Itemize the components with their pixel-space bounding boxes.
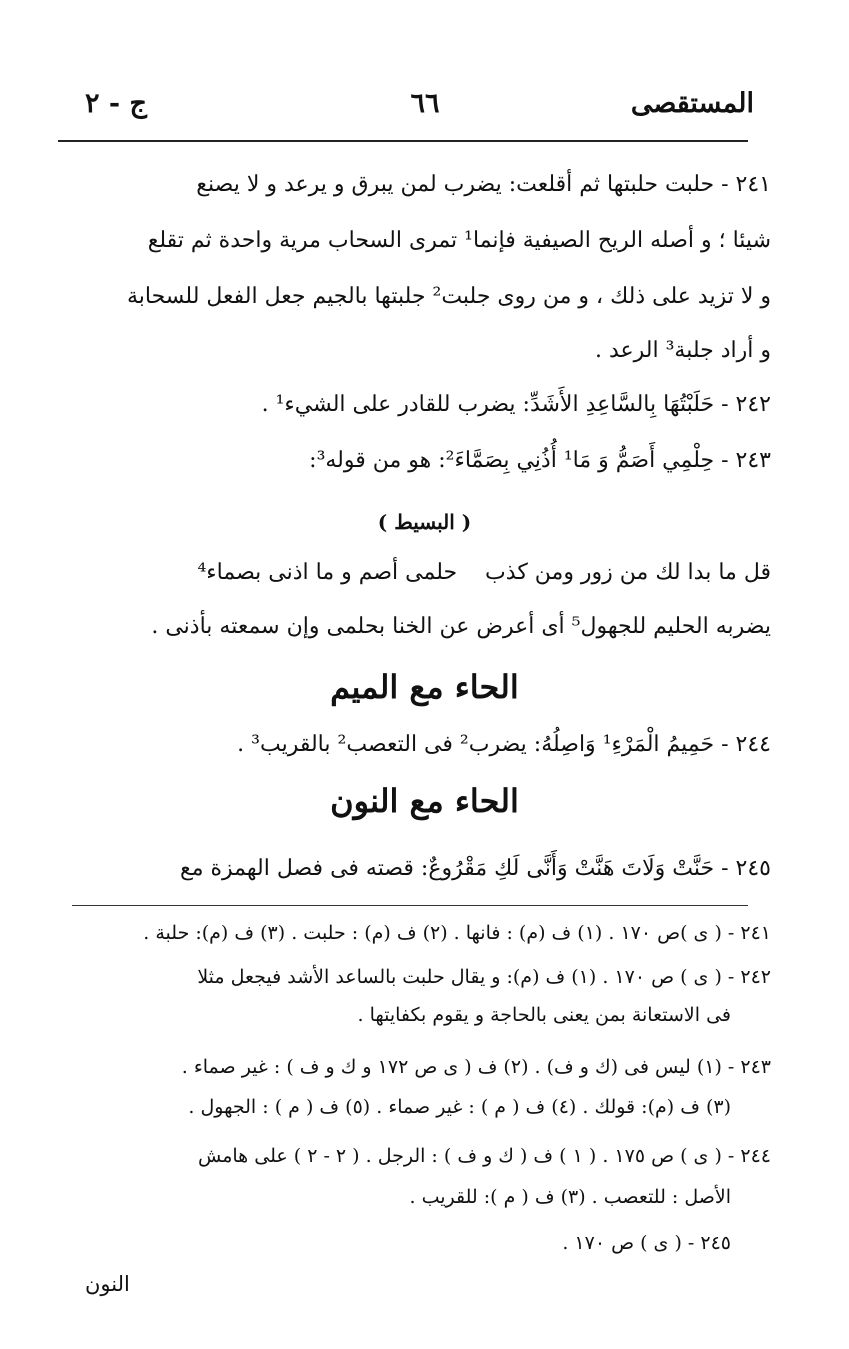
running-title: المستقصى [630,88,754,119]
proverb-243: ٢٤٣ - حِلْمِي أَصَمُّ وَ مَا¹ أُذُنِي بِصَمَّاءَ²: هو من قوله³: [309,448,771,473]
page-number: ٦٦ [410,88,440,119]
footnote-244-line-1: ٢٤٤ - ( ى ) ص ١٧٥ . ( ١ ) ف ( ك و ف ) : الرجل . ( ٢ - ٢ ) على هامش [197,1145,771,1167]
proverb-245: ٢٤٥ - حَنَّتْ وَلَاتَ هَنَّتْ وَأَنَّى لَكِ مَقْرُوعٌ: قصته فى فصل الهمزة مع [180,856,771,881]
proverb-242: ٢٤٢ - حَلَبْتُهَا بِالسَّاعِدِ الأَشَدِّ: يضرب للقادر على الشيء¹ . [261,392,771,417]
proverb-241-line-2: شيئا ؛ و أصله الريح الصيفية فإنما¹ تمرى السحاب مرية واحدة ثم تقلع [147,228,771,253]
meter-label: ( البسيط ) [377,510,472,534]
proverb-241-line-4: و أراد جلبة³ الرعد . [594,338,771,363]
footnote-242-line-2: فى الاستعانة بمن يعنى بالحاجة و يقوم بكفايتها . [357,1004,731,1026]
section-heading-mim: الحاء مع الميم [330,668,519,706]
proverb-241-line-1: ٢٤١ - حلبت حلبتها ثم أقلعت: يضرب لمن يبرق و يرعد و لا يصنع [196,172,771,197]
footnote-rule [72,905,748,906]
proverb-241-line-3: و لا تزيد على ذلك ، و من روى جلبت² جلبتها بالجيم جعل الفعل للسحابة [126,284,771,309]
footnote-241: ٢٤١ - ( ى )ص ١٧٠ . (١) ف (م) : فانها . (٢) ف (م) : حلبت . (٣) ف (م): حلبة . [143,922,771,944]
verse-comment: يضربه الحليم للجهول⁵ أى أعرض عن الخنا بحلمى وإن سمعته بأذنى . [151,614,771,639]
footnote-243-line-1: ٢٤٣ - (١) ليس فى (ك و ف) . (٢) ف ( ى ص ١٧٢ و ك و ف ) : غير صماء . [181,1056,771,1078]
volume-label: ج - ٢ [85,88,147,119]
verse-line: قل ما بدا لك من زور ومن كذب حلمى أصم و ما اذنى بصماء⁴ [197,560,771,585]
proverb-244: ٢٤٤ - حَمِيمُ الْمَرْءِ¹ وَاصِلُهُ: يضرب² فى التعصب² بالقريب³ . [237,732,771,757]
footnote-244-line-2: الأصل : للتعصب . (٣) ف ( م ): للقريب . [409,1186,731,1208]
header-rule [58,140,748,142]
footnote-243-line-2: (٣) ف (م): قولك . (٤) ف ( م ) : غير صماء . (٥) ف ( م ) : الجهول . [188,1096,731,1118]
footnote-242-line-1: ٢٤٢ - ( ى ) ص ١٧٠ . (١) ف (م): و يقال حلبت بالساعد الأشد فيجعل مثلا [197,966,771,988]
catchword: النون [85,1272,130,1296]
section-heading-nun: الحاء مع النون [330,782,519,820]
footnote-245: ٢٤٥ - ( ى ) ص ١٧٠ . [562,1232,731,1254]
